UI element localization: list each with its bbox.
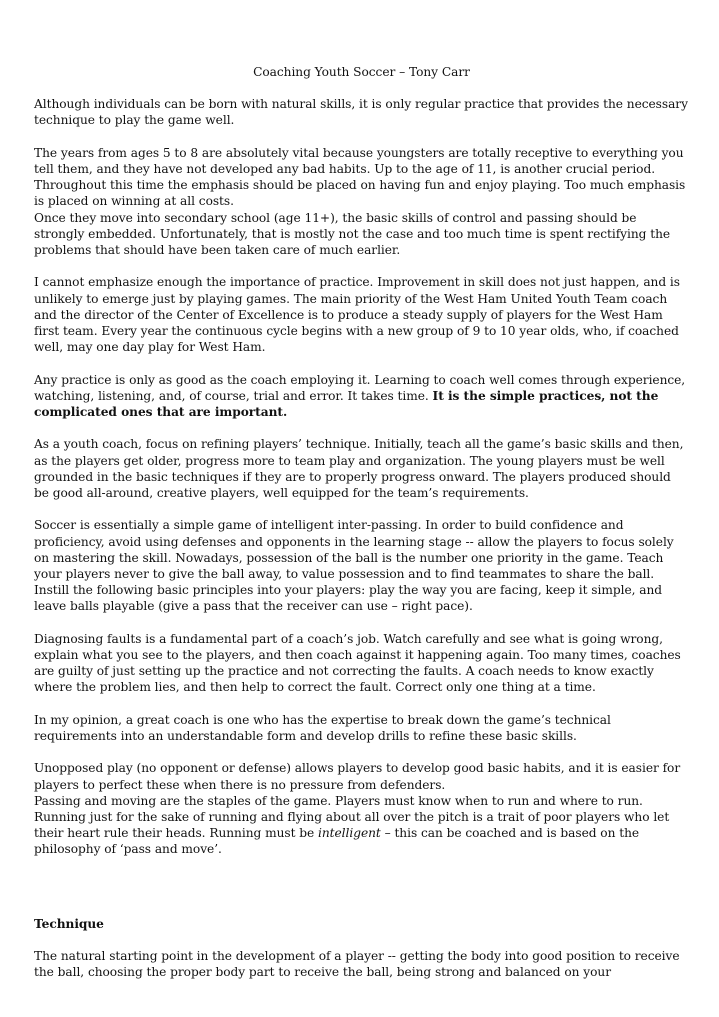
paragraph-inter-passing: Soccer is essentially a simple game of intelligent inter-passing. In order to build confidence and proficiency, avoid using defenses and opponents in the learning stage -- allow the players to focus solely on mastering the skill. Nowadays, possession of the ball is the number one priority in the game. Teach your players never to give the ball away, to value possession and to find teammates to share the ball. Instill the following basic principles into your players: play the way you are facing, keep it simple, and leave balls playable (give a pass that the receiver can use – right pace).: [34, 518, 674, 614]
paragraph-ages-5-to-8: The years from ages 5 to 8 are absolutely vital because youngsters are totally receptive to everything you tell them, and they have not developed any bad habits. Up to the age of 11, is another crucial period. Throughout this time the emphasis should be placed on having fun and enjoy playing. Too much emphasis is placed on winning at all costs.: [34, 145, 686, 209]
document-title: Coaching Youth Soccer – Tony Carr: [253, 65, 470, 79]
document-page: [34, 64, 689, 997]
paragraph-secondary-school: Once they move into secondary school (age 11+), the basic skills of control and passing should be strongly embedded. Unfortunately, that is mostly not the case and too much time is spent rectifying the problems that should have been taken care of much earlier.: [34, 210, 671, 258]
paragraph-unopposed-play: Unopposed play (no opponent or defense) allows players to develop good basic habits, and it is easier for players to perfect these when there is no pressure from defenders.: [34, 761, 681, 792]
paragraph-importance-of-practice: I cannot emphasize enough the importance of practice. Improvement in skill does not just happen, and is unlikely to emerge just by playing games. The main priority of the West Ham United Youth Team coach and the director of the Center of Excellence is to produce a steady supply of players for the West Ham first team. Every year the continuous cycle begins with a new group of 9 to 10 year olds, who, if coached well, may one day play for West Ham.: [34, 275, 680, 355]
paragraph-youth-coach-focus: As a youth coach, focus on refining players’ technique. Initially, teach all the game’s basic skills and then, as the players get older, progress more to team play and organization. The young players must be well grounded in the basic techniques if they are to properly progress onward. The players produced should be good all-around, creative players, well equipped for the team’s requirements.: [34, 437, 684, 501]
technique-heading: Technique: [34, 916, 104, 931]
paragraph-coach-employing-emphasis: It is the simple practices, not the complicated ones that are important.: [34, 388, 659, 420]
paragraph-passing-text-after: – this can be coached and is based on the philosophy of ‘pass and move’.: [34, 826, 640, 857]
section-spacer: [34, 874, 689, 916]
paragraph-technique-intro: The natural starting point in the development of a player -- getting the body into good position to receive the ball, choosing the proper body part to receive the ball, being strong and balanced on your: [34, 949, 680, 980]
paragraph-natural-skills: Although individuals can be born with natural skills, it is only regular practice that provides the necessary technique to play the game well.: [34, 97, 688, 128]
paragraph-passing-text-before: Passing and moving are the staples of the game. Players must know when to run and where to run. Running just for the sake of running and flying about all over the pitch is a trait of poor players who let their heart rule their heads. Running must be: [34, 793, 670, 841]
paragraph-great-coach: In my opinion, a great coach is one who has the expertise to break down the game’s technical requirements into an understandable form and develop drills to refine these basic skills.: [34, 712, 611, 744]
paragraph-diagnosing-faults: Diagnosing faults is a fundamental part of a coach’s job. Watch carefully and see what is going wrong, explain what you see to the players, and then coach against it happening again. Too many times, coaches are guilty of just setting up the practice and not correcting the faults. A coach needs to know exactly where the problem lies, and then help to correct the fault. Correct only one thing at a time.: [34, 631, 681, 695]
paragraph-coach-employing-text: Any practice is only as good as the coach employing it. Learning to coach well comes through experience, watching, listening, and, of course, trial and error. It takes time.: [34, 372, 686, 403]
paragraph-passing-italic: intelligent: [318, 826, 381, 841]
paragraph-coach-employing: [34, 372, 689, 421]
paragraph-passing-and-moving: [34, 793, 689, 858]
